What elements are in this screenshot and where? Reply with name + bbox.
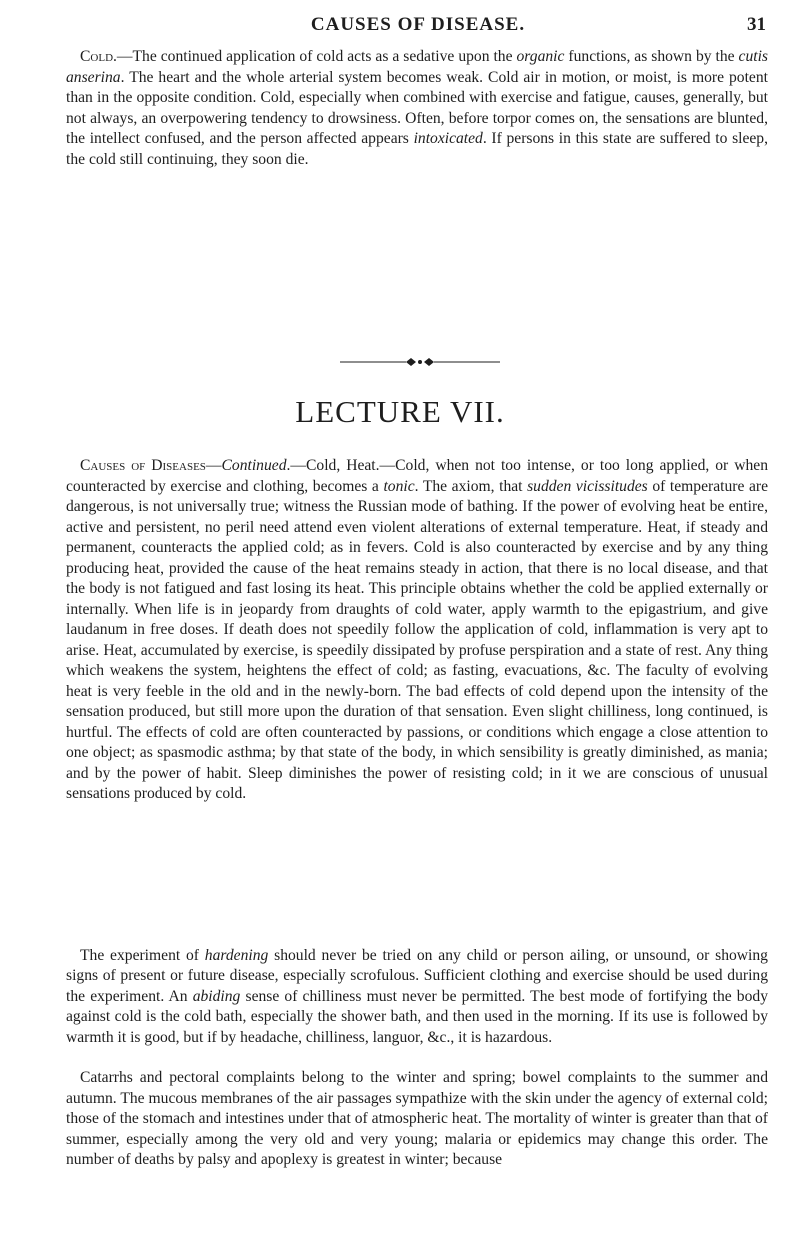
page-number: 31 [747, 14, 766, 35]
running-title: CAUSES OF DISEASE. [310, 14, 526, 35]
text-run: The experiment of [80, 947, 205, 964]
italic-term: sudden vicissitudes [527, 477, 648, 495]
italic-term: organic [516, 48, 565, 65]
paragraph-cold [66, 47, 768, 171]
text-run: functions, as shown by the [564, 48, 739, 65]
italic-term: hardening [204, 947, 269, 964]
section-divider-ornament [340, 355, 500, 369]
paragraph-hardening [66, 946, 768, 1048]
text-run: . The axiom, that [414, 477, 528, 495]
text-run: .—Cold, Heat.—Cold, when not too intense, or too long applied, or when counteracted by exercise and clothing, becomes a [66, 457, 768, 495]
text-run: — [205, 457, 222, 474]
text-run: of temperature are dangerous, is not universally true; witness the Russian mode of bathing. If the power of evolving heat be entire, active and persistent, no peril need attend even violent alterations of external temperature. Heat, if steady and permanent, counteracts the applied cold; as in fevers. Cold is also counteracted by exercise and by any thing producing heat, provided the cause of the heat remains steady in action, that there is no local disease, and that the body is not fatigued and fast losing its heat. This principle obtains whether the cold be applied externally or internally. When life is in jeopardy from draughts of cold water, apply warmth to the epigastrium, and give laudanum in free doses. If death does not speedily follow the application of cold, inflammation is very apt to arise. Heat, accumulated by exercise, is speedily dissipated by profuse perspiration and a state of rest. Any thing which weakens the system, heightens the effect of cold; as fasting, evacuations, &c. The faculty of evolving heat is very feeble in the old and in the newly-born. The bad effects of cold depend upon the intensity of the sensation produced, but still more upon the duration of that sensation. Even slight chilliness, long continued, is hurtful. The effects of cold are often counteracted by passions, or conditions which engage a close attention to one object; as spasmodic asthma; by that state of the body, in which sensibility is greatly diminished, as mania; and by the power of habit. Sleep diminishes the power of resisting cold; in it we are conscious of unusual sensations produced by cold. [66, 477, 769, 802]
lecture-heading: LECTURE VII. [295, 394, 505, 429]
causes-lead: Causes of Diseases [80, 457, 206, 474]
italic-term: Continued [221, 457, 287, 474]
italic-term: tonic [383, 477, 415, 495]
text-run: . The heart and the whole arterial system becomes weak. Cold air in motion, or moist, is more potent than in the opposite condition. Cold, especially when combined with exercise and fatigue, causes, generally, but not always, an overpowering tendency to drowsiness. Often, before torpor comes on, the sensations are blunted, the intellect confused, and the person affected appears [66, 68, 768, 148]
italic-term: cutis anserina [66, 48, 768, 86]
text-run: Catarrhs and pectoral complaints belong to the winter and spring; bowel complaints to the summer and autumn. The mucous membranes of the air passages sympathize with the skin under the agency of external cold; those of the stomach and intestines under that of atmospheric heat. The mortality of winter is greater than that of summer, especially among the very old and very young; malaria or epidemics may change this order. The number of deaths by palsy and apoplexy is greatest in winter; because [66, 1069, 768, 1169]
running-header [70, 10, 766, 40]
text-run: —The continued application of cold acts as a sedative upon the [116, 48, 517, 65]
text-run: sense of chilliness must never be permitted. The best mode of fortifying the body against cold is the cold bath, especially the shower bath, and then used in the morning. If its use is followed by warmth it is good, but if by headache, chilliness, languor, &c., it is hazardous. [66, 987, 768, 1046]
italic-term: intoxicated [413, 130, 483, 148]
text-run: . If persons in this state are suffered to sleep, the cold still continuing, they soon die. [66, 130, 769, 168]
italic-term: abiding [192, 987, 241, 1005]
text-run: should never be tried on any child or person ailing, or unsound, or showing signs of present or future disease, especially scrofulous. Sufficient clothing and exercise should be used during the experiment. An [66, 947, 768, 1005]
paragraph-catarrhs [66, 1068, 768, 1171]
cold-lead: Cold. [80, 48, 117, 65]
paragraph-causes [66, 456, 768, 805]
